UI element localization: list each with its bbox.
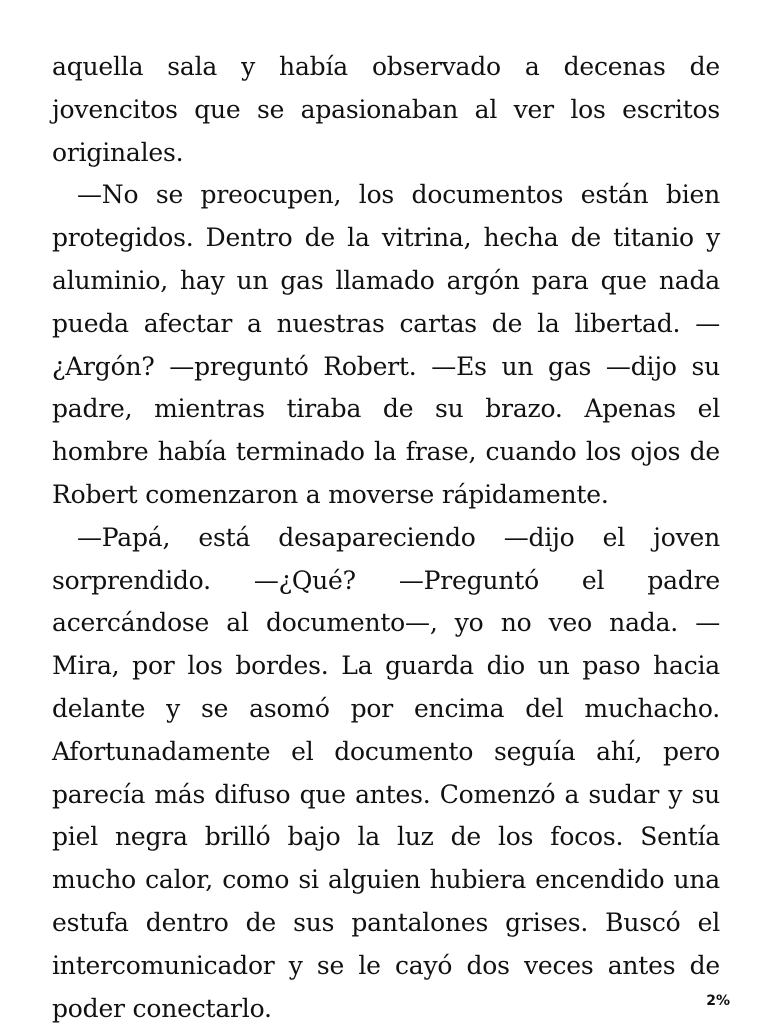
- paragraph: aquella sala y había observado a decenas de jovencitos que se apasionaban al ver los escritos originales.: [52, 52, 720, 167]
- page-text: [52, 46, 720, 1030]
- paragraph: —No se preocupen, los documentos están bien protegidos. Dentro de la vitrina, hecha de titanio y aluminio, hay un gas llamado argón para que nada pueda afectar a nuestras cartas de la libertad. —¿Argón? —preguntó Robert. —Es un gas —dijo su padre, mientras tiraba de su brazo. Apenas el hombre había terminado la frase, cuando los ojos de Robert comenzaron a moverse rápidamente.: [52, 180, 720, 509]
- reading-progress: 2%: [706, 993, 730, 1009]
- paragraph: —Papá, está desapareciendo —dijo el joven sorprendido. —¿Qué? —Preguntó el padre acercándose al documento—, yo no veo nada. —Mira, por los bordes. La guarda dio un paso hacia delante y se asomó por encima del muchacho. Afortunadamente el documento seguía ahí, pero parecía más difuso que antes. Comenzó a sudar y su piel negra brilló bajo la luz de los focos. Sentía mucho calor, como si alguien hubiera encendido una estufa dentro de sus pantalones grises. Buscó el intercomunicador y se le cayó dos veces antes de poder conectarlo.: [52, 522, 720, 1023]
